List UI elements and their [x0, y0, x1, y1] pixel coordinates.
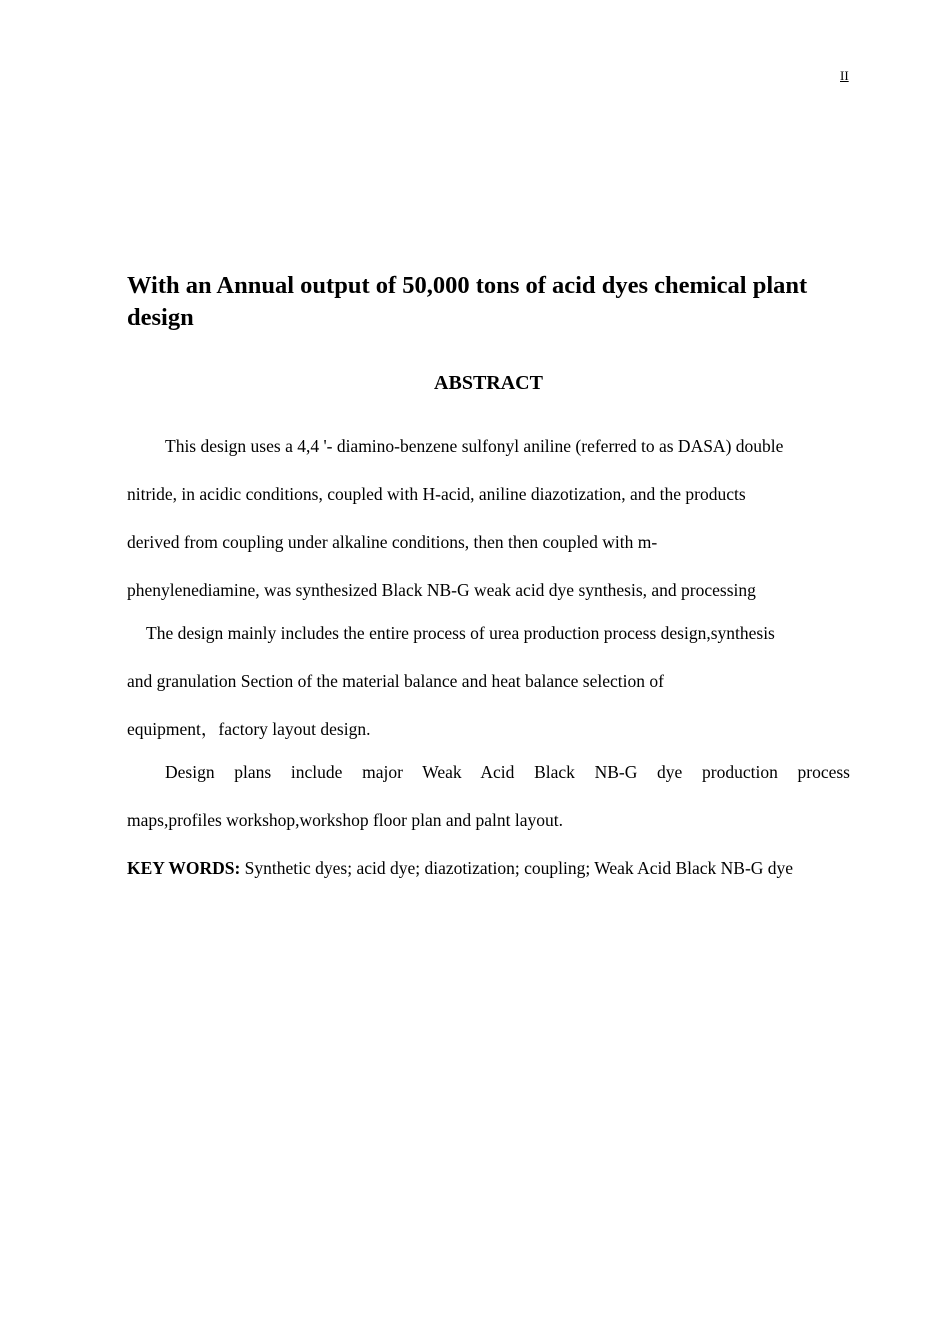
paragraph-line: and granulation Section of the material balance and heat balance selection of — [127, 671, 664, 691]
document-title: With an Annual output of 50,000 tons of acid dyes chemical plant design — [127, 272, 808, 331]
keywords-label: KEY WORDS: — [127, 858, 241, 878]
keywords — [127, 852, 850, 884]
paragraph-line: phenylenediamine, was synthesized Black NB-G weak acid dye synthesis, and processing — [127, 580, 756, 600]
page-number: II — [840, 68, 849, 83]
paragraph-line: equipment，factory layout design. — [127, 719, 371, 739]
paragraph-line: nitride, in acidic conditions, coupled with H-acid, aniline diazotization, and the products — [127, 484, 746, 504]
abstract-paragraph-2 — [127, 622, 850, 740]
paragraph-line: maps,profiles workshop,workshop floor plan and palnt layout. — [127, 810, 563, 830]
paragraph-line: The design mainly includes the entire process of urea production process design,synthesis — [146, 623, 775, 643]
keywords-text: Synthetic dyes; acid dye; diazotization; coupling; Weak Acid Black NB-G dye — [244, 858, 794, 878]
paragraph-line: Design plans include major Weak Acid Black NB-G dye production process — [165, 762, 850, 782]
abstract-heading: ABSTRACT — [434, 372, 543, 394]
abstract-paragraph-3 — [127, 761, 850, 831]
abstract-paragraph-1 — [127, 435, 850, 601]
paragraph-line: This design uses a 4,4 '- diamino-benzene sulfonyl aniline (referred to as DASA) double — [165, 436, 784, 456]
paragraph-line: derived from coupling under alkaline conditions, then then coupled with m- — [127, 532, 658, 552]
